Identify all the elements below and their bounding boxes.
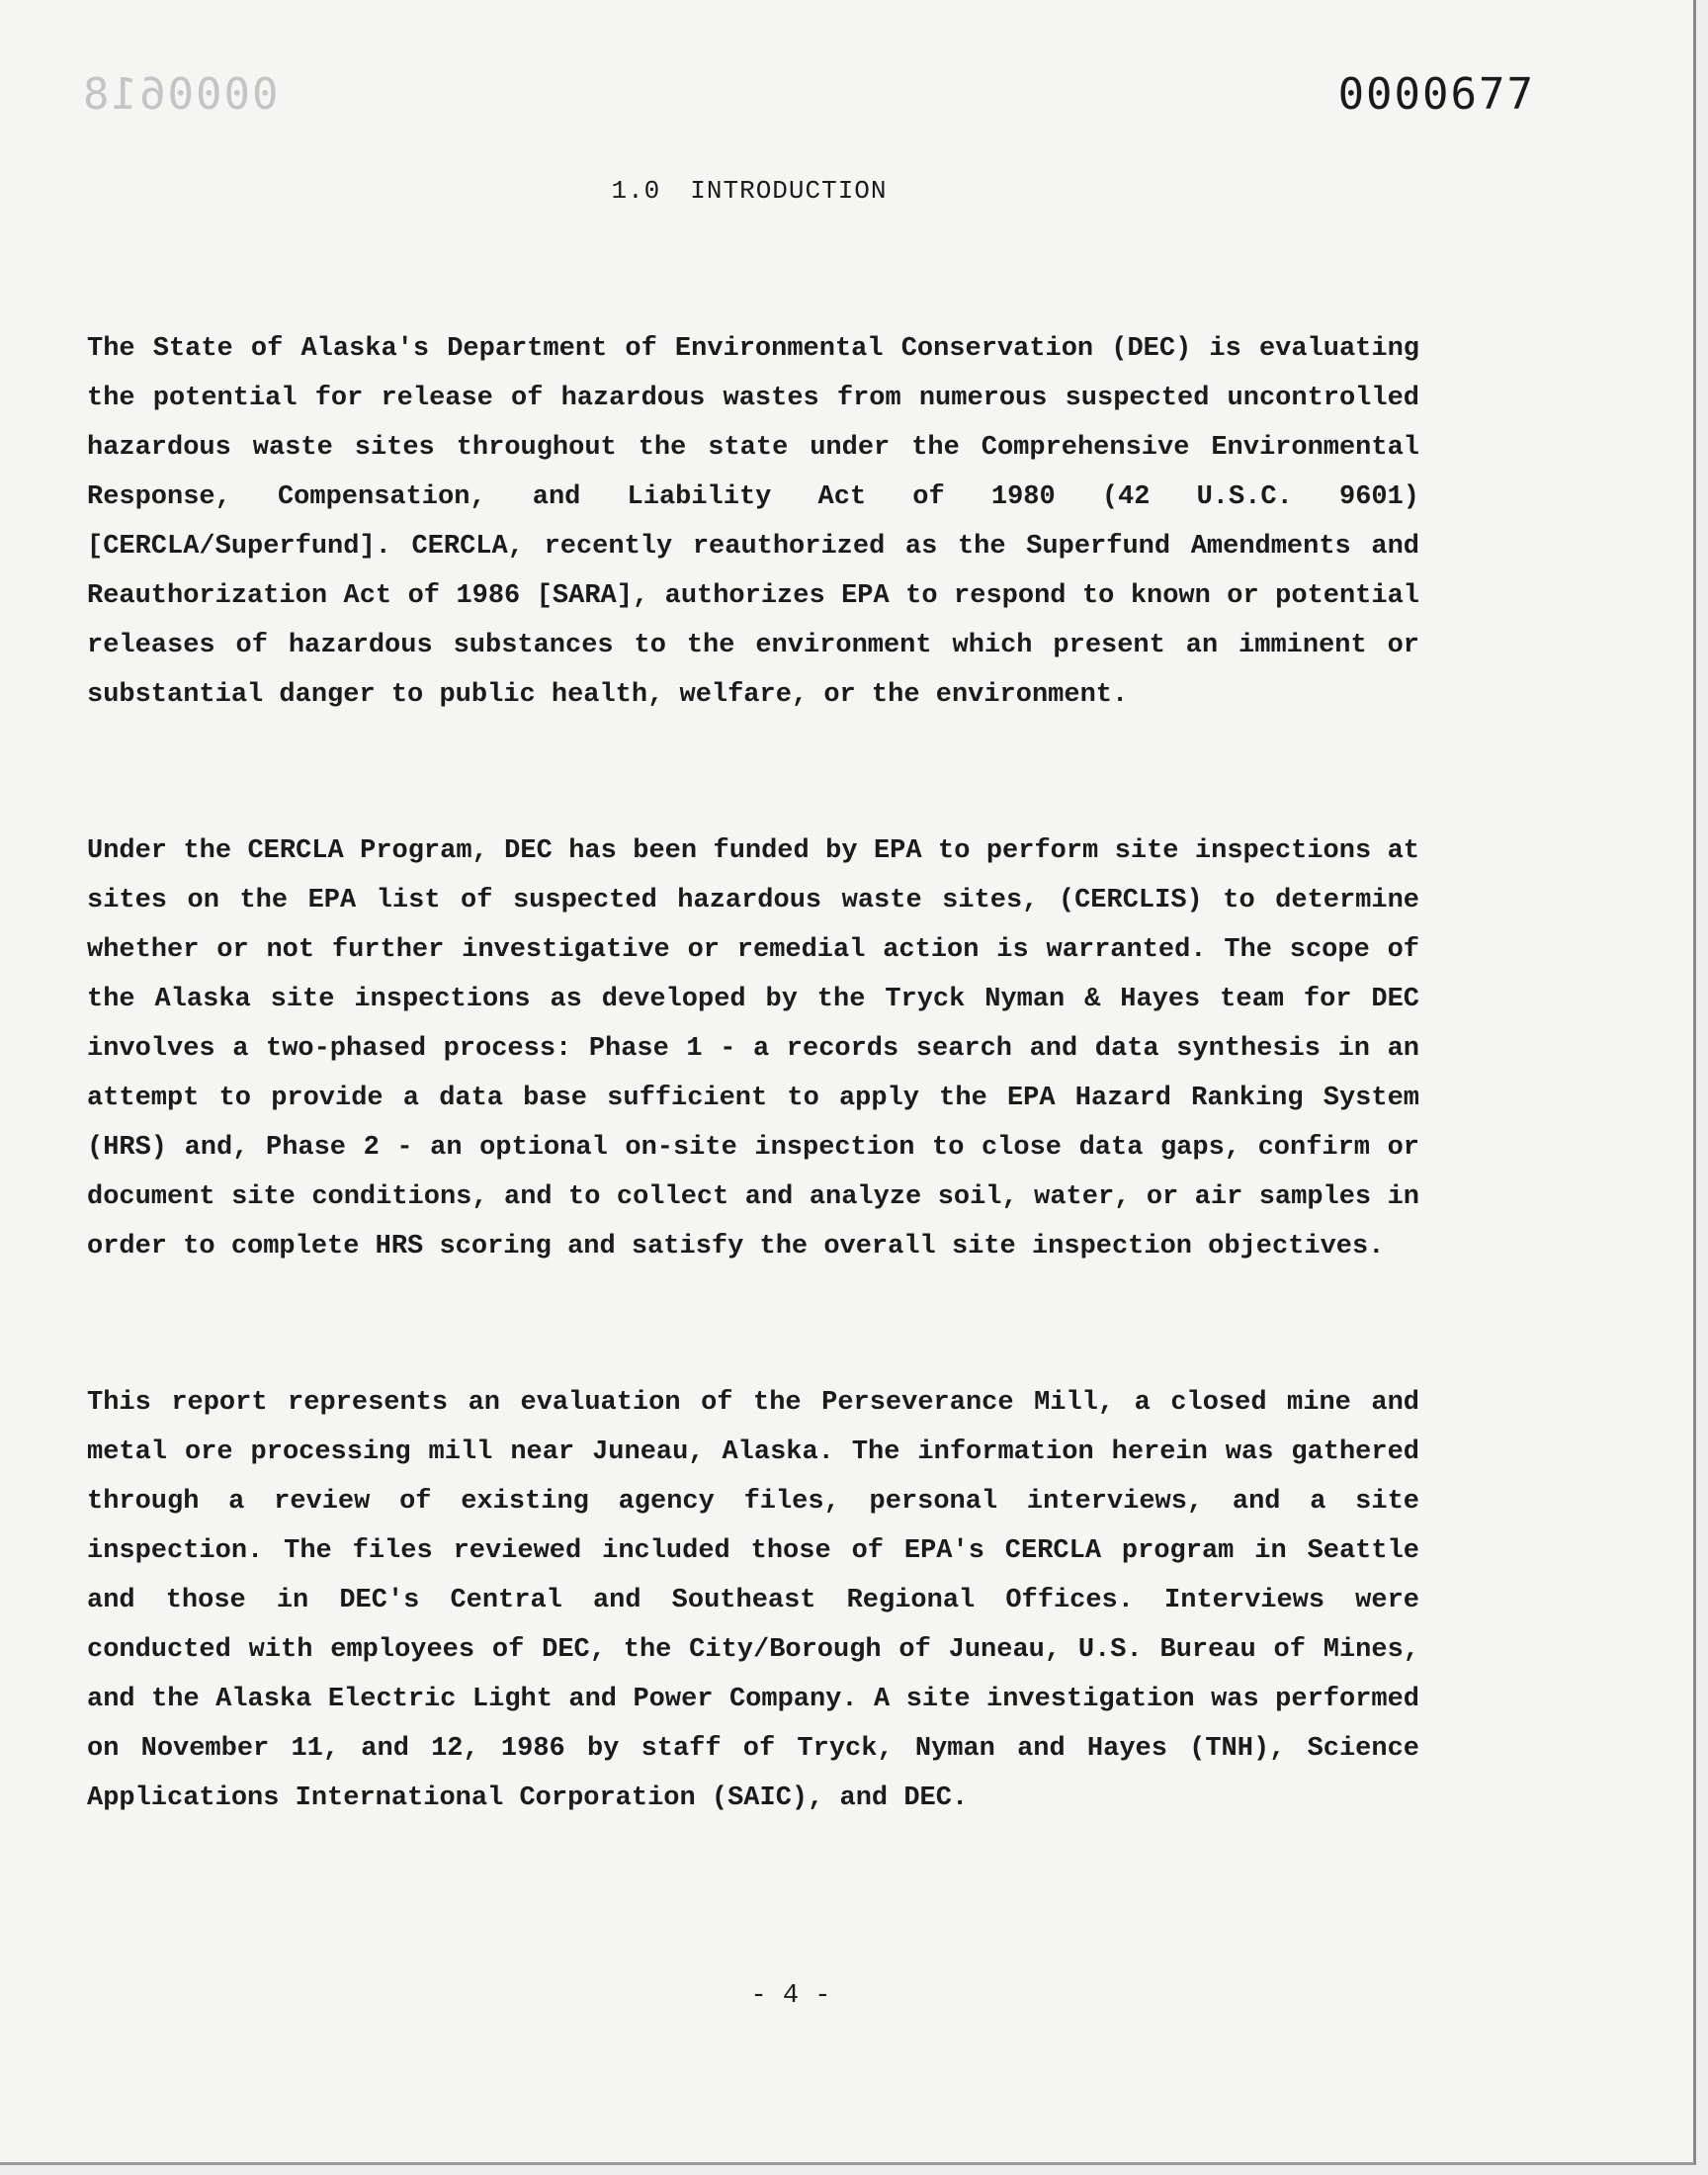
bleed-through-number: 0000618 — [81, 69, 279, 120]
paragraph-3: This report represents an evaluation of the Perseverance Mill, a closed mine and metal ore processing mill near Juneau, Alaska. The information herein was gathered through a review of existing agency files, personal interviews, and a site inspection. The files reviewed included those of EPA's CERCLA program in Seattle and those in DEC's Central and Southeast Regional Offices. Interviews were conducted with employees of DEC, the City/Borough of Juneau, U.S. Bureau of Mines, and the Alaska Electric Light and Power Company. A site investigation was performed on November 11, and 12, 1986 by staff of Tryck, Nyman and Hayes (TNH), Science Applications International Corporation (SAIC), and DEC. — [87, 1388, 1419, 1813]
paragraph-1: The State of Alaska's Department of Environmental Conservation (DEC) is evaluating the potential for release of hazardous wastes from numerous suspected uncontrolled hazardous waste sites throughout the state under the Comprehensive Environmental Response, Compensation, and Liability Act of 1980 (42 U.S.C. 9601) [CERCLA/Superfund]. CERCLA, recently reauthorized as the Superfund Amendments and Reauthorization Act of 1986 [SARA], authorizes EPA to respond to known or potential releases of hazardous substances to the environment which present an imminent or substantial danger to public health, welfare, or the environment. — [87, 334, 1419, 710]
section-heading — [0, 176, 1498, 206]
section-number: 1.0 — [611, 176, 661, 206]
page-number: - 4 - — [750, 1981, 831, 2011]
section-title: INTRODUCTION — [690, 176, 888, 206]
paragraph-2: Under the CERCLA Program, DEC has been funded by EPA to perform site inspections at sites on the EPA list of suspected hazardous waste sites, (CERCLIS) to determine whether or not further investigative or remedial action is warranted. The scope of the Alaska site inspections as developed by the Tryck Nyman & Hayes team for DEC involves a two-phased process: Phase 1 - a records search and data synthesis in an attempt to provide a data base sufficient to apply the EPA Hazard Ranking System (HRS) and, Phase 2 - an optional on-site inspection to close data gaps, confirm or document site conditions, and to collect and analyze soil, water, or air samples in order to complete HRS scoring and satisfy the overall site inspection objectives. — [87, 836, 1419, 1262]
document-number: 0000677 — [1337, 69, 1535, 120]
